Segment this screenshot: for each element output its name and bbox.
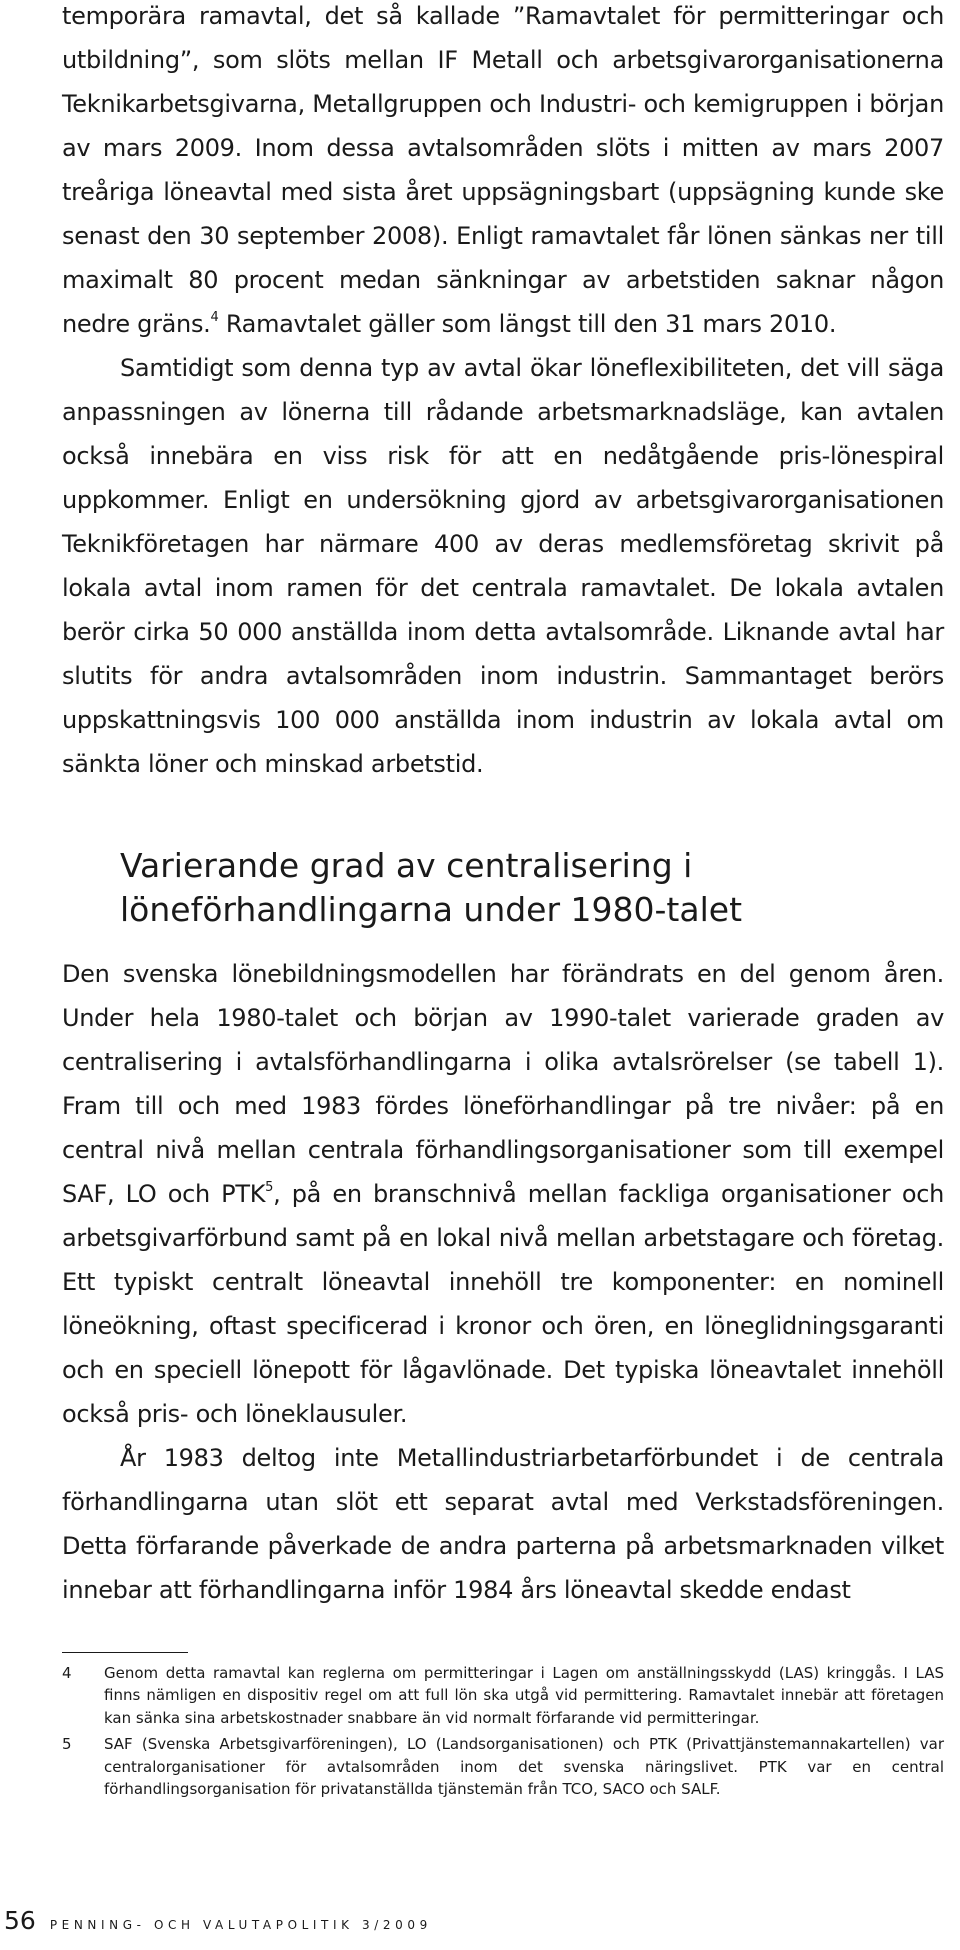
running-title: PENNING- OCH VALUTAPOLITIK 3/2009 <box>49 1918 432 1932</box>
footnote-item <box>62 1733 944 1800</box>
footnote-text: SAF (Svenska Arbetsgivarföreningen), LO (Landsorganisationen) och PTK (Privattjänstemannakartellen) var centralorganisationer för avtalsområden inom det svenska näringslivet. PTK var en central förhandlingsorganisation för privatanställda tjänstemän från TCO, SACO och SALF. <box>104 1735 944 1799</box>
paragraph-ramavtal <box>62 0 944 346</box>
paragraph-text: Ramavtalet gäller som längst till den 31 mars 2010. <box>218 310 837 338</box>
paragraph-text: Den svenska lönebildningsmodellen har förändrats en del genom åren. Under hela 1980-talet och början av 1990-talet varierade graden av centralisering i avtalsförhandlingarna i olika avtalsrörelser (se tabell 1). Fram till och med 1983 fördes löneförhandlingar på tre nivåer: på en central nivå mellan centrala förhandlingsorganisationer som till exempel SAF, LO och PTK <box>62 960 944 1208</box>
paragraph-text: temporära ramavtal, det så kallade ”Ramavtalet för permitteringar och utbildning”, som slöts mellan IF Metall och arbetsgivarorganisationerna Teknikarbetsgivarna, Metallgruppen och Industri- och kemigruppen i början av mars 2009. Inom dessa avtalsområden slöts i mitten av mars 2007 treåriga löneavtal med sista året uppsägningsbart (uppsägning kunde ske senast den 30 september 2008). Enligt ramavtalet får lönen sänkas ner till maximalt 80 procent medan sänkningar av arbetstiden saknar någon nedre gräns. <box>62 2 944 338</box>
page-number: 56 <box>4 1906 36 1935</box>
footnote-reference[interactable]: 4 <box>210 310 219 325</box>
page-footer <box>0 1906 960 1936</box>
paragraph-text: , på en branschnivå mellan fackliga organisationer och arbetsgivarförbund samt på en lokal nivå mellan arbetstagare och företag. Ett typiskt centralt löneavtal innehöll tre komponenter: en nominell löneökning, oftast specificerad i kronor och ören, en löneglidningsgaranti och en speciell lönepott för lågavlönade. Det typiska löneavtalet innehöll också pris- och löneklausuler. <box>62 1180 945 1428</box>
body-block-2 <box>62 952 944 1612</box>
footnote-item <box>62 1662 944 1729</box>
footnote-reference[interactable]: 5 <box>265 1180 274 1195</box>
paragraph-loneflexibilitet: Samtidigt som denna typ av avtal ökar löneflexibiliteten, det vill säga anpassningen av lönerna till rådande arbetsmarknadsläge, kan avtalen också innebära en viss risk för att en nedåtgående pris-lönespiral uppkommer. Enligt en undersökning gjord av arbetsgivarorganisationen Teknikföretagen har närmare 400 av deras medlemsföretag skrivit på lokala avtal inom ramen för det centrala ramavtalet. De lokala avtalen berör cirka 50 000 anställda inom detta avtalsområde. Liknande avtal har slutits för andra avtalsområden inom industrin. Sammantaget berörs uppskattningsvis 100 000 anställda inom industrin av lokala avtal om sänkta löner och minskad arbetstid. <box>62 354 944 778</box>
section-heading: Varierande grad av centralisering i löneförhandlingarna under 1980-talet <box>120 846 743 929</box>
paragraph-lonebildningsmodell <box>62 952 944 1436</box>
footnotes <box>62 1662 944 1804</box>
footnote-number: 5 <box>62 1735 72 1754</box>
footnote-divider <box>62 1652 188 1653</box>
body-block-1 <box>62 0 944 786</box>
footnote-text: Genom detta ramavtal kan reglerna om permitteringar i Lagen om anställningsskydd (LAS) kringgås. I LAS finns nämligen en dispositiv regel om att full lön ska utgå vid permittering. Ramavtalet innebär att företagen kan sänka sina arbetskostnader snabbare än vid normalt förfarande vid permitteringar. <box>104 1664 944 1727</box>
footnote-number: 4 <box>62 1664 72 1682</box>
paragraph-1983: År 1983 deltog inte Metallindustriarbetarförbundet i de centrala förhandlingarna utan slöt ett separat avtal med Verkstadsföreningen. Detta förfarande påverkade de andra parterna på arbetsmarknaden vilket innebar att förhandlingarna inför 1984 års löneavtal skedde endast <box>62 1444 944 1604</box>
